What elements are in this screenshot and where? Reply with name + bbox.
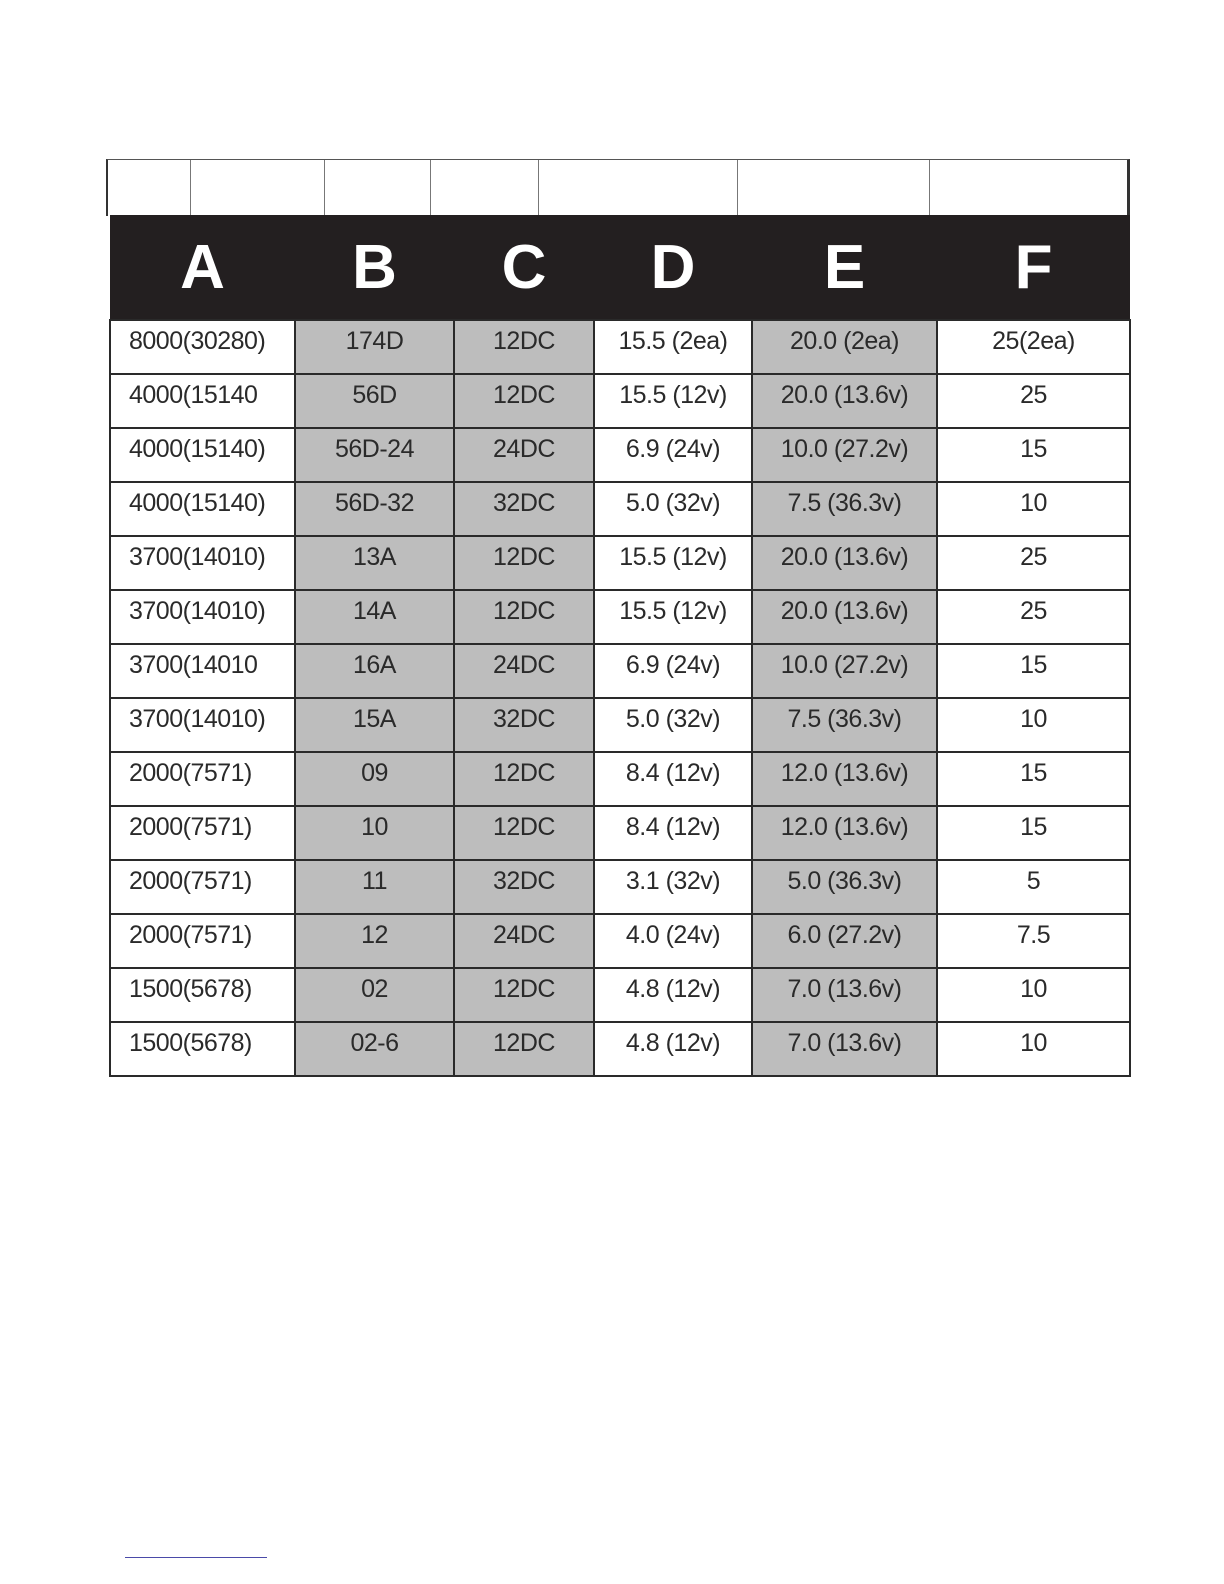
column-header-d: D (594, 215, 752, 320)
cell-col-b: 15A (295, 698, 454, 752)
cell-col-f: 10 (937, 482, 1130, 536)
table-row (110, 698, 1130, 752)
cell-col-f: 25(2ea) (937, 320, 1130, 374)
cell-col-e: 20.0 (13.6v) (752, 590, 937, 644)
column-header-c: C (454, 215, 594, 320)
cell-col-d: 5.0 (32v) (594, 698, 752, 752)
cell-col-e: 20.0 (13.6v) (752, 374, 937, 428)
cell-col-a: 3700(14010) (110, 536, 295, 590)
cell-col-b: 14A (295, 590, 454, 644)
cell-col-a: 3700(14010 (110, 644, 295, 698)
table-row (110, 752, 1130, 806)
cell-col-f: 15 (937, 644, 1130, 698)
cell-col-e: 20.0 (2ea) (752, 320, 937, 374)
cell-col-c: 12DC (454, 320, 594, 374)
cell-col-e: 12.0 (13.6v) (752, 806, 937, 860)
cell-col-d: 15.5 (12v) (594, 374, 752, 428)
cell-col-c: 12DC (454, 806, 594, 860)
cell-col-d: 6.9 (24v) (594, 428, 752, 482)
cell-col-f: 10 (937, 968, 1130, 1022)
cell-col-a: 1500(5678) (110, 1022, 295, 1076)
cell-col-c: 12DC (454, 374, 594, 428)
cell-col-a: 3700(14010) (110, 698, 295, 752)
cell-col-b: 11 (295, 860, 454, 914)
cell-col-b: 02 (295, 968, 454, 1022)
cell-col-f: 15 (937, 752, 1130, 806)
cell-col-f: 25 (937, 590, 1130, 644)
cell-col-a: 2000(7571) (110, 914, 295, 968)
cell-col-f: 25 (937, 374, 1130, 428)
cell-col-f: 25 (937, 536, 1130, 590)
cell-col-e: 20.0 (13.6v) (752, 536, 937, 590)
cell-col-b: 16A (295, 644, 454, 698)
table-row (110, 590, 1130, 644)
cell-col-b: 174D (295, 320, 454, 374)
cell-col-c: 32DC (454, 698, 594, 752)
table-row (110, 536, 1130, 590)
cell-col-d: 8.4 (12v) (594, 752, 752, 806)
column-header-e: E (752, 215, 937, 320)
table-row (110, 860, 1130, 914)
table-row (110, 374, 1130, 428)
cell-col-c: 12DC (454, 536, 594, 590)
table-row (110, 914, 1130, 968)
cell-col-e: 6.0 (27.2v) (752, 914, 937, 968)
cell-col-d: 15.5 (12v) (594, 590, 752, 644)
header-row (110, 215, 1130, 320)
strip-divider (538, 160, 539, 216)
cell-col-f: 7.5 (937, 914, 1130, 968)
cell-col-a: 4000(15140) (110, 428, 295, 482)
cell-col-d: 15.5 (12v) (594, 536, 752, 590)
table-row (110, 320, 1130, 374)
table-row (110, 806, 1130, 860)
table-row (110, 482, 1130, 536)
cell-col-a: 8000(30280) (110, 320, 295, 374)
cell-col-c: 24DC (454, 644, 594, 698)
cell-col-b: 09 (295, 752, 454, 806)
cell-col-a: 3700(14010) (110, 590, 295, 644)
cell-col-e: 5.0 (36.3v) (752, 860, 937, 914)
cell-col-a: 1500(5678) (110, 968, 295, 1022)
cell-col-a: 2000(7571) (110, 806, 295, 860)
cell-col-b: 10 (295, 806, 454, 860)
cell-col-e: 7.0 (13.6v) (752, 1022, 937, 1076)
cell-col-f: 5 (937, 860, 1130, 914)
cell-col-d: 6.9 (24v) (594, 644, 752, 698)
cell-col-c: 12DC (454, 1022, 594, 1076)
cell-col-e: 10.0 (27.2v) (752, 644, 937, 698)
cell-col-f: 15 (937, 428, 1130, 482)
cell-col-c: 24DC (454, 914, 594, 968)
table-row (110, 644, 1130, 698)
table-row (110, 1022, 1130, 1076)
strip-divider (430, 160, 431, 216)
table-row (110, 968, 1130, 1022)
cell-col-b: 13A (295, 536, 454, 590)
column-header-f: F (937, 215, 1130, 320)
cell-col-d: 4.0 (24v) (594, 914, 752, 968)
cell-col-e: 7.0 (13.6v) (752, 968, 937, 1022)
cell-col-a: 4000(15140 (110, 374, 295, 428)
cell-col-d: 15.5 (2ea) (594, 320, 752, 374)
cell-col-a: 2000(7571) (110, 860, 295, 914)
cell-col-f: 15 (937, 806, 1130, 860)
spec-table-container (109, 215, 1129, 1077)
cell-col-b: 56D (295, 374, 454, 428)
cell-col-b: 56D-32 (295, 482, 454, 536)
cell-col-e: 7.5 (36.3v) (752, 482, 937, 536)
cell-col-e: 10.0 (27.2v) (752, 428, 937, 482)
cell-col-f: 10 (937, 698, 1130, 752)
spec-table (109, 215, 1131, 1077)
cell-col-c: 32DC (454, 860, 594, 914)
empty-header-strip (106, 159, 1130, 216)
cell-col-e: 7.5 (36.3v) (752, 698, 937, 752)
cell-col-a: 4000(15140) (110, 482, 295, 536)
strip-divider (737, 160, 738, 216)
column-header-a: A (110, 215, 295, 320)
cell-col-c: 12DC (454, 968, 594, 1022)
cell-col-d: 8.4 (12v) (594, 806, 752, 860)
cell-col-b: 02-6 (295, 1022, 454, 1076)
cell-col-c: 24DC (454, 428, 594, 482)
cell-col-a: 2000(7571) (110, 752, 295, 806)
cell-col-b: 56D-24 (295, 428, 454, 482)
cell-col-f: 10 (937, 1022, 1130, 1076)
cell-col-d: 5.0 (32v) (594, 482, 752, 536)
cell-col-e: 12.0 (13.6v) (752, 752, 937, 806)
column-header-b: B (295, 215, 454, 320)
cell-col-c: 12DC (454, 590, 594, 644)
footer-rule (125, 1557, 267, 1558)
table-body (110, 320, 1130, 1076)
cell-col-d: 3.1 (32v) (594, 860, 752, 914)
strip-divider (190, 160, 191, 216)
strip-divider (929, 160, 930, 216)
cell-col-c: 12DC (454, 752, 594, 806)
strip-divider (324, 160, 325, 216)
table-row (110, 428, 1130, 482)
cell-col-b: 12 (295, 914, 454, 968)
cell-col-d: 4.8 (12v) (594, 1022, 752, 1076)
cell-col-c: 32DC (454, 482, 594, 536)
cell-col-d: 4.8 (12v) (594, 968, 752, 1022)
